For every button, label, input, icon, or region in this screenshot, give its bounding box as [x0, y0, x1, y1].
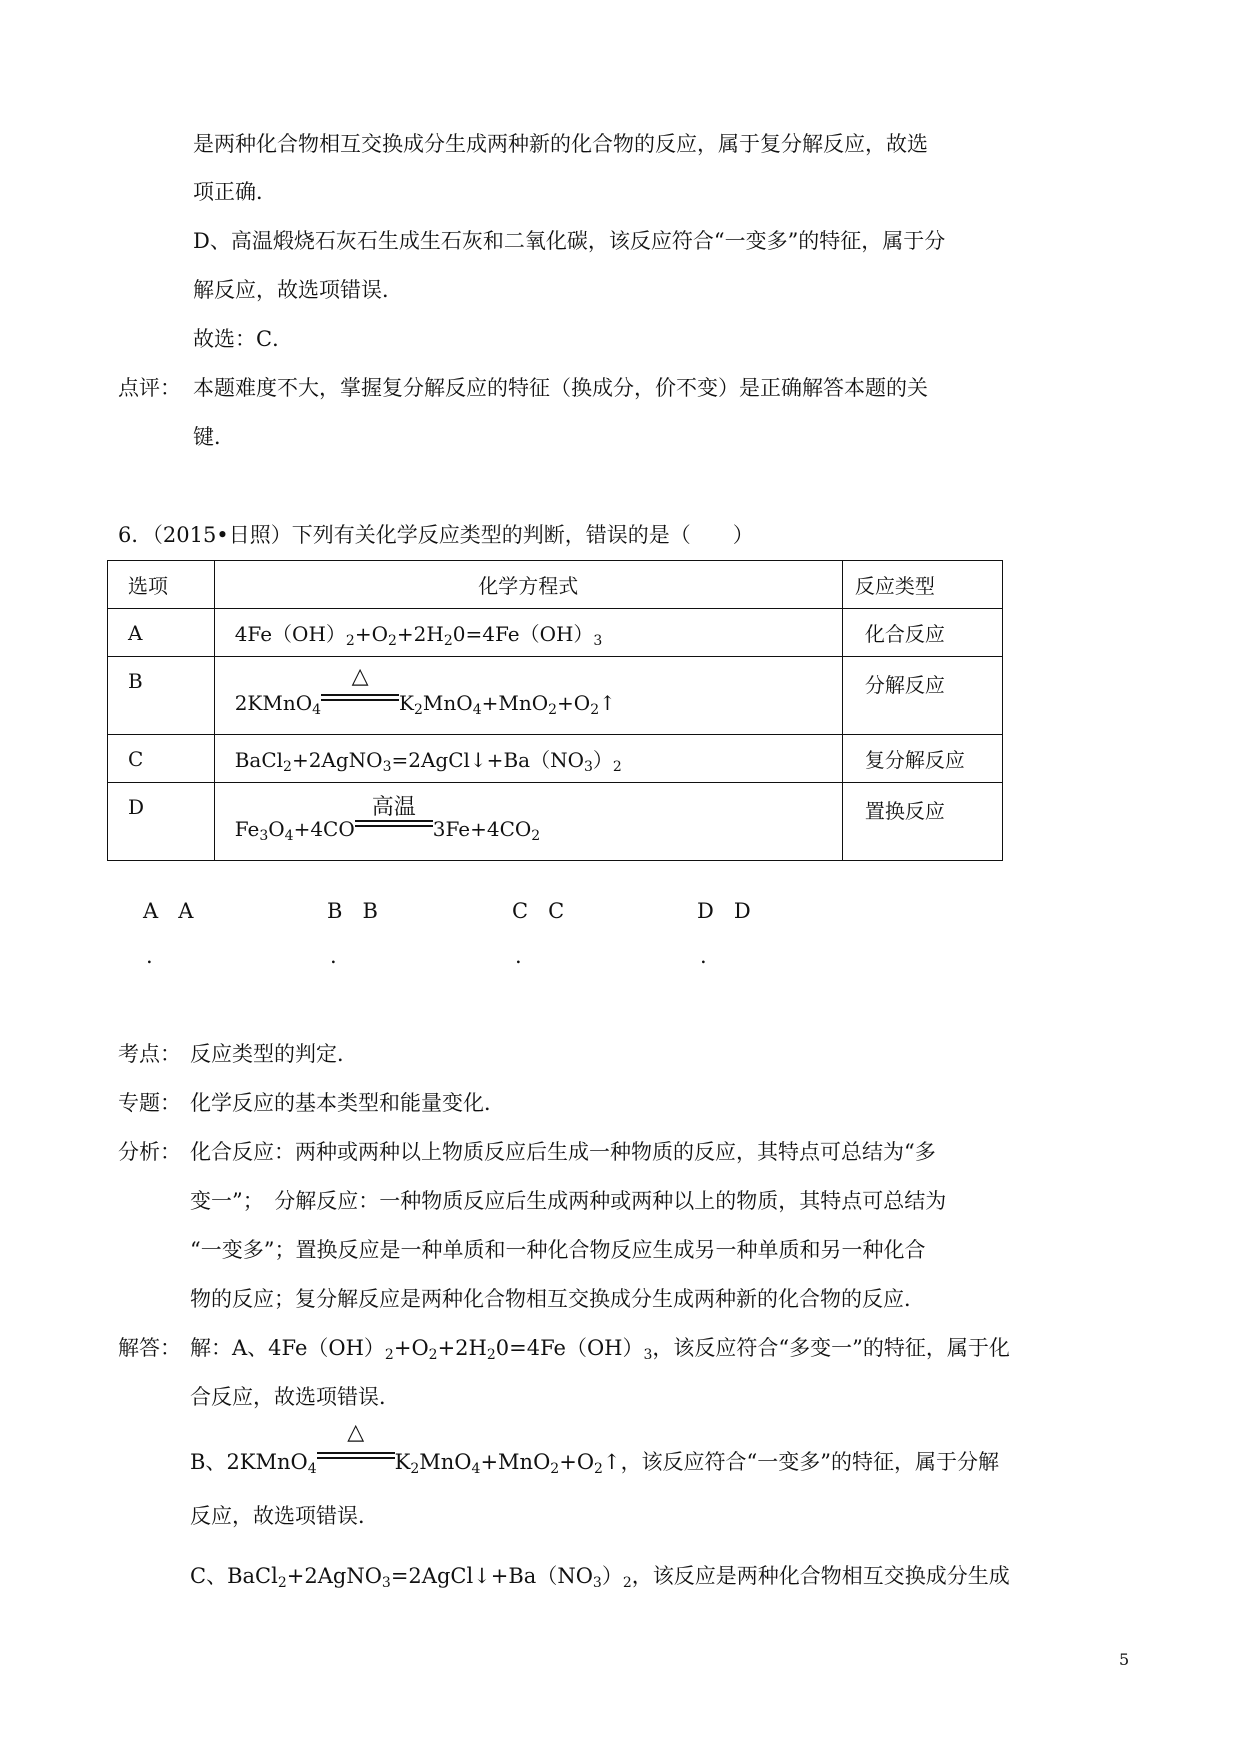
row-a-type: 化合反应 [842, 609, 1002, 657]
row-b-option: B [108, 657, 215, 735]
fenxi-line-2: 变一”； 分解反应：一种物质反应后生成两种或两种以上的物质，其特点可总结为 [190, 1189, 947, 1213]
kaodian-label: 考点： [118, 1042, 181, 1066]
jieda-b-line-2: 反应，故选项错误． [190, 1504, 379, 1528]
fenxi-line-3: “一变多”；置换反应是一种单质和一种化合物反应生成另一种单质和另一种化合 [190, 1238, 926, 1262]
choice-c-dot: . [515, 944, 522, 968]
table-row [108, 783, 1003, 861]
choice-c[interactable]: C C [512, 899, 565, 923]
choice-b[interactable]: B B [327, 899, 378, 923]
continuation-line-2: 项正确． [193, 180, 277, 204]
comment-label: 点评： [118, 376, 181, 400]
fenxi-label: 分析： [118, 1140, 181, 1164]
header-option: 选项 [108, 561, 215, 609]
zhuanti-text: 化学反应的基本类型和能量变化． [190, 1091, 505, 1115]
high-temp-condition: 高温 [371, 795, 416, 820]
table-header-row [108, 561, 1003, 609]
row-b-equation: 2KMnO$_4$ △ $K_2MnO_4+MnO_2+O_2↑$ [214, 657, 842, 735]
jieda-c-line-1: C、$BaCl_2+2AgNO_3=2AgCl↓+Ba(NO_3)_2$，该反应是两种化合物相互交换成分生成 [190, 1564, 1010, 1591]
row-d-type: 置换反应 [842, 783, 1002, 861]
equals-with-condition [317, 1420, 395, 1469]
continuation-d-line-2: 解反应，故选项错误． [193, 278, 403, 302]
header-type: 反应类型 [842, 561, 1002, 609]
reaction-table [107, 560, 1003, 861]
jieda-b-line-1: B、2KMnO$_4$ △ $K_2MnO_4+MnO_2+O_2↑$，该反应符合“一变多”的特征，属于分解 [190, 1420, 1000, 1477]
comment-line-1: 本题难度不大，掌握复分解反应的特征（换成分，价不变）是正确解答本题的关 [193, 376, 928, 400]
row-d-equation: $Fe_3O_4+4CO$ 高温 $3Fe+4CO_2$ [214, 783, 842, 861]
choice-a[interactable]: A A [143, 899, 194, 923]
equals-with-condition [321, 664, 399, 710]
heat-condition: △ [347, 1420, 365, 1445]
page-number: 5 [1119, 1650, 1130, 1669]
choice-d[interactable]: D D [697, 899, 751, 923]
choice-b-dot: . [330, 944, 337, 968]
jieda-label: 解答： [118, 1336, 181, 1360]
row-a-equation: $4Fe(OH)_2+O_2+2H_20=4Fe(OH)_3$ [214, 609, 842, 657]
row-a-option: A [108, 609, 215, 657]
continuation-line-1: 是两种化合物相互交换成分生成两种新的化合物的反应，属于复分解反应，故选 [193, 132, 928, 156]
row-c-type: 复分解反应 [842, 735, 1002, 783]
continuation-d-line-1: D、高温煅烧石灰石生成生石灰和二氧化碳，该反应符合“一变多”的特征，属于分 [193, 229, 946, 253]
question-stem: 6．（2015•日照）下列有关化学反应类型的判断，错误的是（ ） [118, 523, 754, 547]
table-row [108, 609, 1003, 657]
choice-d-dot: . [700, 944, 707, 968]
fenxi-line-4: 物的反应；复分解反应是两种化合物相互交换成分生成两种新的化合物的反应． [190, 1287, 925, 1311]
continuation-answer: 故选：C． [193, 327, 294, 351]
choice-a-dot: . [146, 944, 153, 968]
heat-condition: △ [351, 664, 369, 689]
table-row [108, 735, 1003, 783]
fenxi-line-1: 化合反应：两种或两种以上物质反应后生成一种物质的反应，其特点可总结为“多 [190, 1140, 936, 1164]
equals-with-condition [355, 795, 433, 836]
comment-line-2: 键． [193, 425, 235, 449]
table-row [108, 657, 1003, 735]
kaodian-text: 反应类型的判定． [190, 1042, 358, 1066]
row-c-option: C [108, 735, 215, 783]
row-b-type: 分解反应 [842, 657, 1002, 735]
header-equation: 化学方程式 [214, 561, 842, 609]
jieda-a-line-1: 解：A、$4Fe(OH)_2+O_2+2H_20=4Fe(OH)_3$，该反应符合“多变一”的特征，属于化 [190, 1336, 1010, 1363]
jieda-a-line-2: 合反应，故选项错误． [190, 1385, 400, 1409]
row-c-equation: $BaCl_2+2AgNO_3=2AgCl↓+Ba(NO_3)_2$ [214, 735, 842, 783]
zhuanti-label: 专题： [118, 1091, 181, 1115]
row-d-option: D [108, 783, 215, 861]
